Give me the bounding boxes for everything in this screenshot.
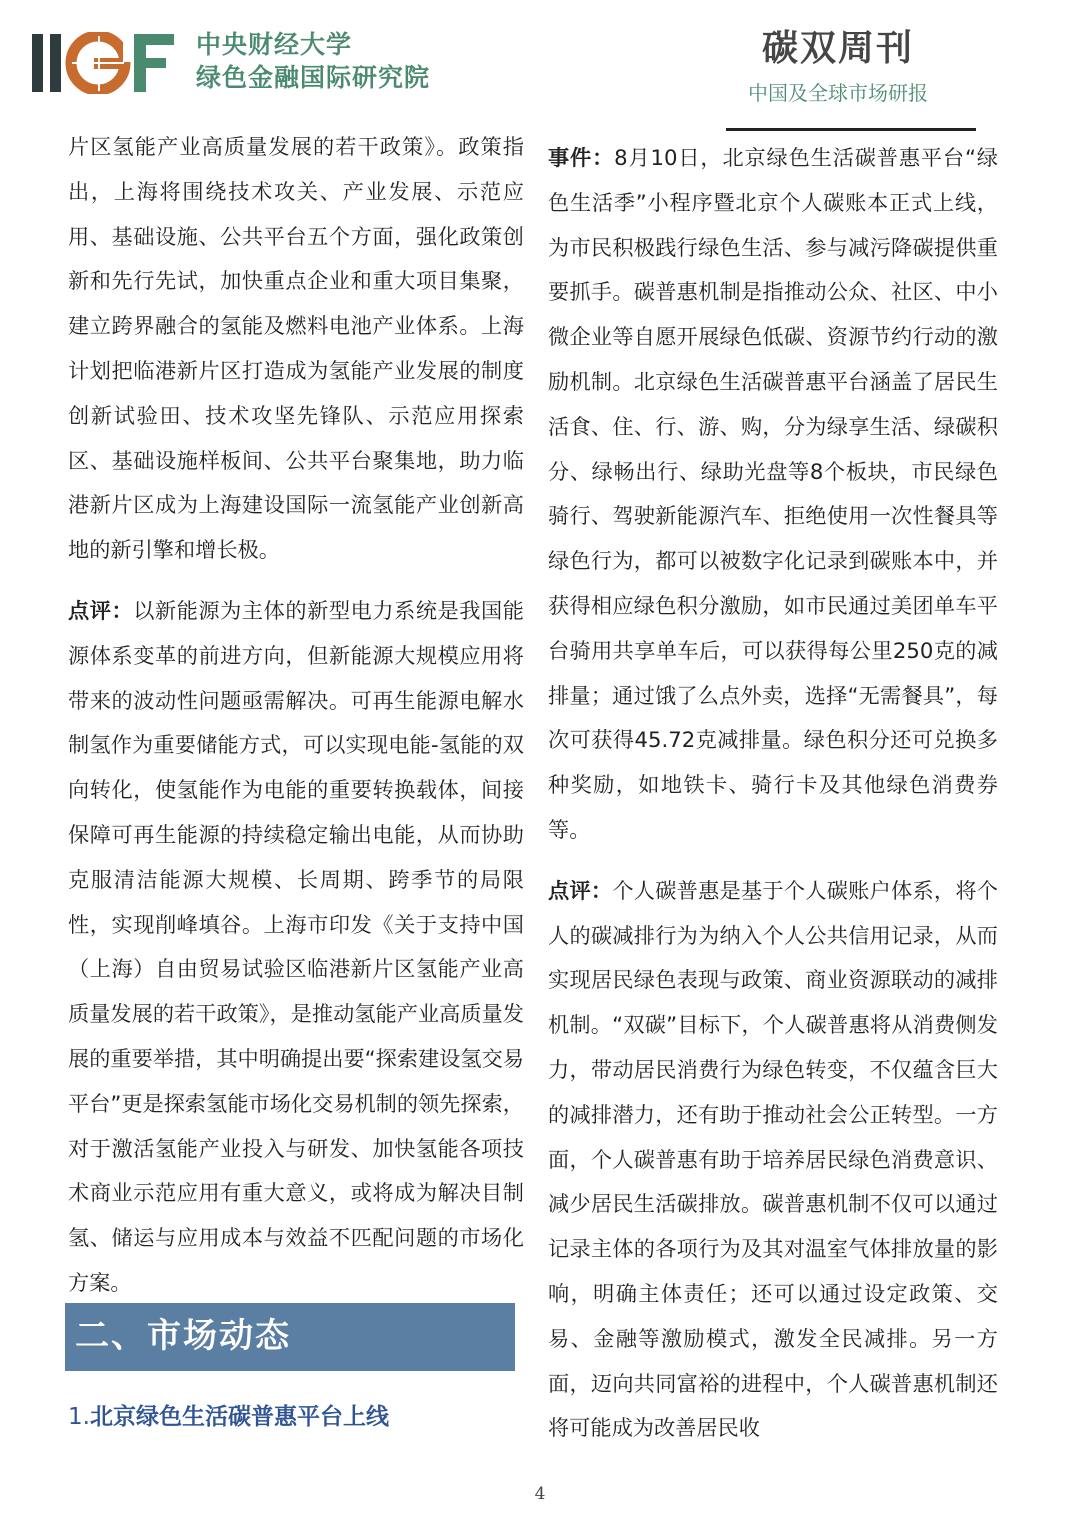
page-header (0, 0, 1080, 135)
subsection-title: 北京绿色生活碳普惠平台上线 (89, 1404, 389, 1430)
section-title: 二、市场动态 (75, 1316, 291, 1356)
event-text: 8月10日，北京绿色生活碳普惠平台“绿色生活季”小程序暨北京个人碳账本正式上线，为市民积极践行绿色生活、参与减污降碳提供重要抓手。碳普惠机制是指推动公众、社区、中小微企业等自愿开展绿色低碳、资源节约行动的激励机制。北京绿色生活碳普惠平台涵盖了居民生活食、住、行、游、购，分为绿享生活、绿碳积分、绿畅出行、绿助光盘等8个板块，市民绿色骑行、驾驶新能源汽车、拒绝使用一次性餐具等绿色行为，都可以被数字化记录到碳账本中，并获得相应绿色积分激励，如市民通过美团单车平台骑用共享单车后，可以获得每公里250克的减排量；通过饿了么点外卖，选择“无需餐具”，每次可获得45.72克减排量。绿色积分还可兑换多种奖励，如地铁卡、骑行卡及其他绿色消费券等。 (548, 145, 998, 842)
left-column (68, 125, 524, 1306)
comment-label: 点评： (548, 877, 613, 903)
event-label: 事件： (548, 145, 615, 170)
event-paragraph (548, 136, 998, 853)
iigf-logo (30, 32, 180, 94)
paragraph-gap (68, 573, 524, 589)
publication-brand (726, 24, 974, 108)
policy-comment (68, 589, 524, 1306)
comment-label: 点评： (68, 597, 134, 623)
right-column (548, 136, 998, 1451)
institute-line1: 中央财经大学 (196, 30, 353, 59)
page-number: 4 (534, 1484, 546, 1504)
institute-line2: 绿色金融国际研究院 (196, 63, 431, 92)
publication-title: 碳双周刊 (761, 28, 914, 69)
header-rule (726, 128, 976, 131)
section-heading-bar (65, 1303, 515, 1371)
subsection-heading (68, 1398, 389, 1436)
institute-name (196, 28, 430, 94)
paragraph-gap (548, 853, 998, 869)
policy-paragraph: 片区氢能产业高质量发展的若干政策》。政策指出，上海将围绕技术攻关、产业发展、示范应用、基础设施、公共平台五个方面，强化政策创新和先行先试，加快重点企业和重大项目集聚，建立跨界融合的氢能及燃料电池产业体系。上海计划把临港新片区打造成为氢能产业发展的制度创新试验田、技术攻坚先锋队、示范应用探索区、基础设施样板间、公共平台聚集地，助力临港新片区成为上海建设国际一流氢能产业创新高地的新引擎和增长极。 (68, 134, 524, 563)
publication-subtitle: 中国及全球市场研报 (748, 81, 928, 105)
comment-text: 个人碳普惠是基于个人碳账户体系，将个人的碳减排行为为纳入个人公共信用记录，从而实现居民绿色表现与政策、商业资源联动的减排机制。“双碳”目标下，个人碳普惠将从消费侧发力，带动居民消费行为绿色转变，不仅蕴含巨大的减排潜力，还有助于推动社会公正转型。一方面，个人碳普惠有助于培养居民绿色消费意识、减少居民生活碳排放。碳普惠机制不仅可以通过记录主体的各项行为及其对温室气体排放量的影响，明确主体责任；还可以通过设定政策、交易、金融等激励模式，激发全民减排。另一方面，迈向共同富裕的进程中，个人碳普惠机制还将可能成为改善居民收 (548, 877, 998, 1441)
comment-text: 以新能源为主体的新型电力系统是我国能源体系变革的前进方向，但新能源大规模应用将带来的波动性问题亟需解决。可再生能源电解水制氢作为重要储能方式，可以实现电能-氢能的双向转化，使氢能作为电能的重要转换载体，间接保障可再生能源的持续稳定输出电能，从而协助克服清洁能源大规模、长周期、跨季节的局限性，实现削峰填谷。上海市印发《关于支持中国（上海）自由贸易试验区临港新片区氢能产业高质量发展的若干政策》，是推动氢能产业高质量发展的重要举措，其中明确提出要“探索建设氢交易平台”更是探索氢能市场化交易机制的领先探索，对于激活氢能产业投入与研发、加快氢能各项技术商业示范应用有重大意义，或将成为解决目制氢、储运与应用成本与效益不匹配问题的市场化方案。 (68, 597, 524, 1295)
event-comment (548, 869, 998, 1451)
subsection-number: 1. (68, 1404, 90, 1430)
